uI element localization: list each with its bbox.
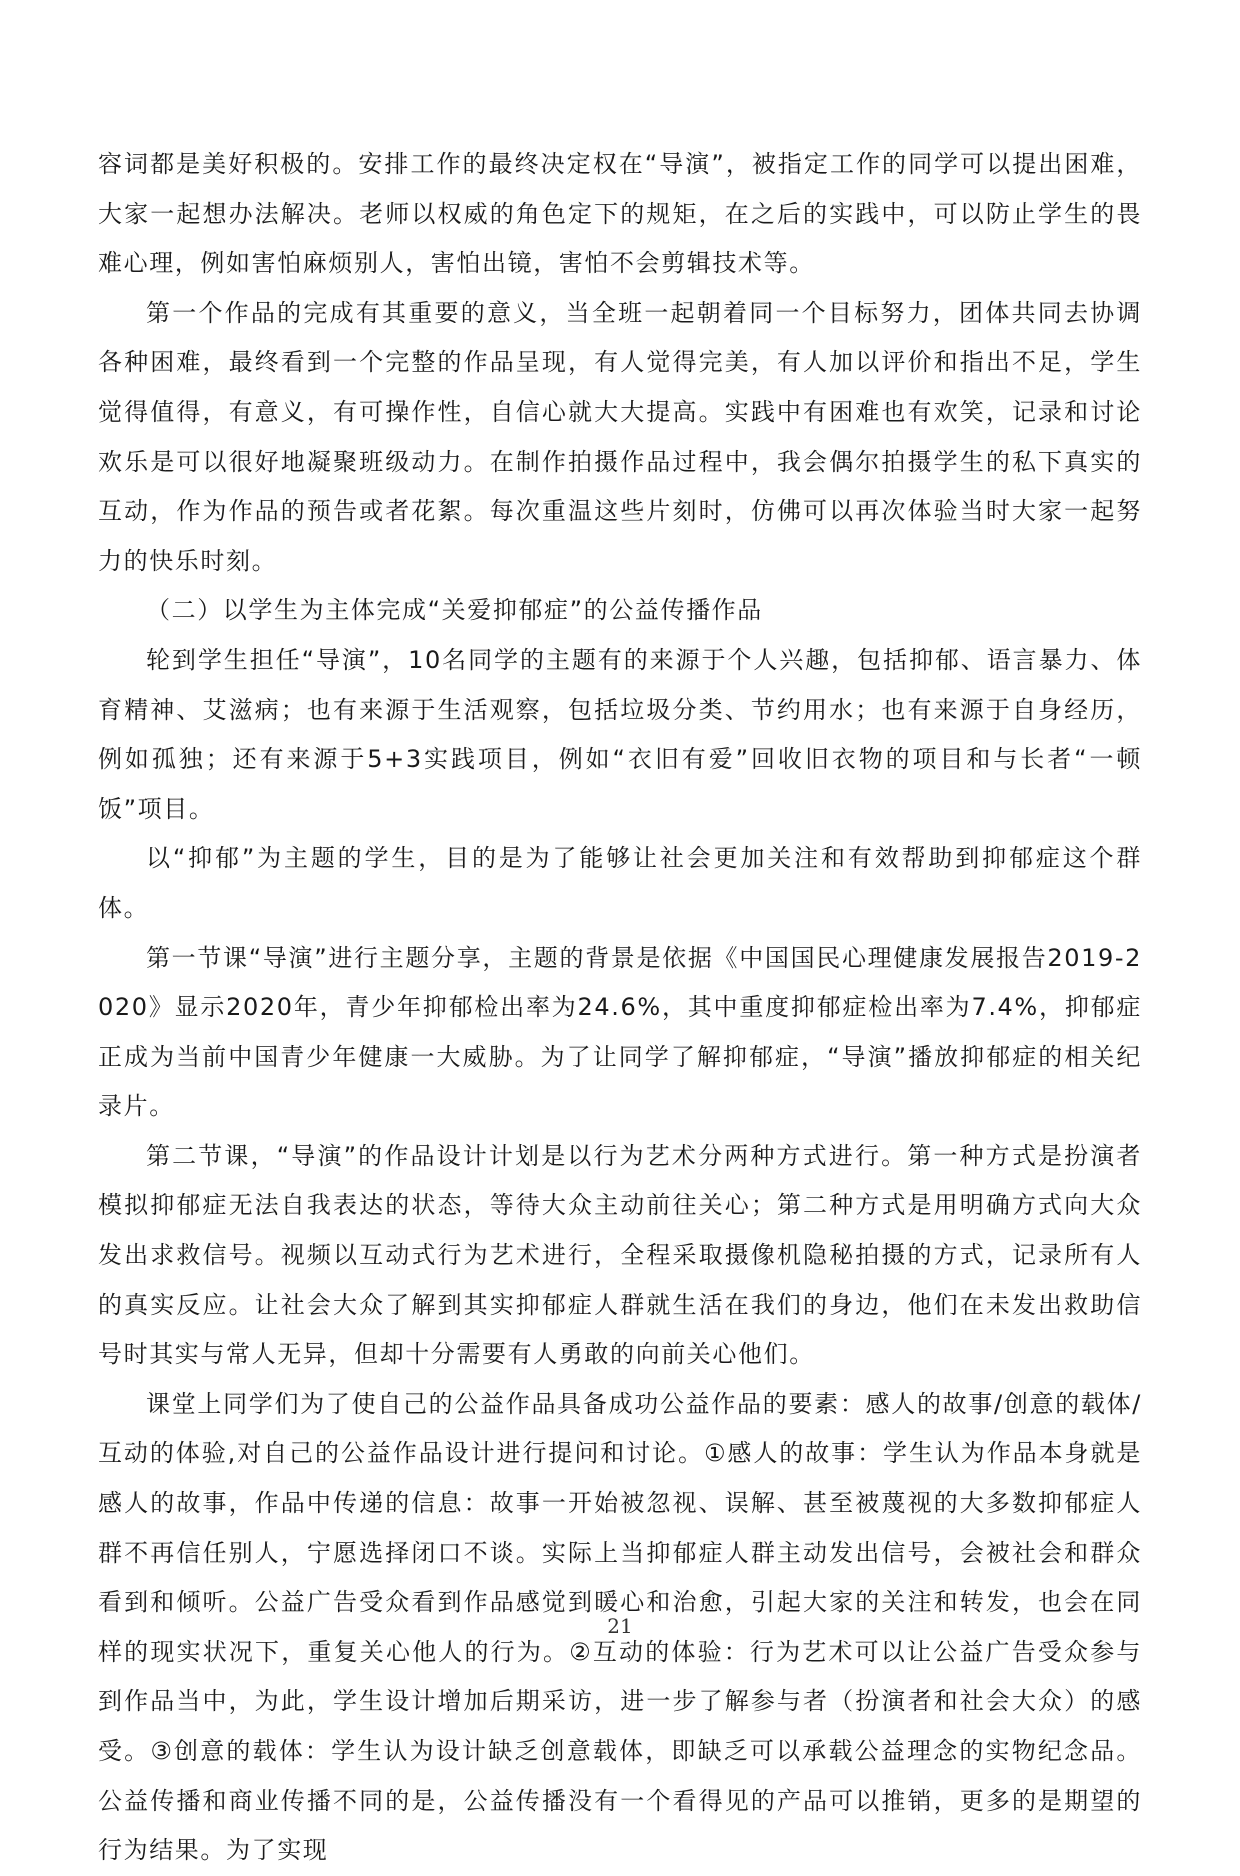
- paragraph-classroom-discussion: 课堂上同学们为了使自己的公益作品具备成功公益作品的要素：感人的故事/创意的载体/互动的体验,对自己的公益作品设计进行提问和讨论。①感人的故事：学生认为作品本身就是感人的故事，作品中传递的信息：故事一开始被忽视、误解、甚至被蔑视的大多数抑郁症人群不再信任别人，宁愿选择闭口不谈。实际上当抑郁症人群主动发出信号，会被社会和群众看到和倾听。公益广告受众看到作品感觉到暖心和治愈，引起大家的关注和转发，也会在同样的现实状况下，重复关心他人的行为。②互动的体验：行为艺术可以让公益广告受众参与到作品当中，为此，学生设计增加后期采访，进一步了解参与者（扮演者和社会大众）的感受。③创意的载体：学生认为设计缺乏创意载体，即缺乏可以承载公益理念的实物纪念品。公益传播和商业传播不同的是，公益传播没有一个看得见的产品可以推销，更多的是期望的行为结果。为了实现: [98, 1389, 1142, 1865]
- paragraph-continuation: 容词都是美好积极的。安排工作的最终决定权在“导演”，被指定工作的同学可以提出困难，大家一起想办法解决。老师以权威的角色定下的规矩，在之后的实践中，可以防止学生的畏难心理，例如害怕麻烦别人，害怕出镜，害怕不会剪辑技术等。: [98, 150, 1142, 278]
- paragraph-second-lesson: 第二节课，“导演”的作品设计计划是以行为艺术分两种方式进行。第一种方式是扮演者模拟抑郁症无法自我表达的状态，等待大众主动前往关心；第二种方式是用明确方式向大众发出求救信号。视频以互动式行为艺术进行，全程采取摄像机隐秘拍摄的方式，记录所有人的真实反应。让社会大众了解到其实抑郁症人群就生活在我们的身边，他们在未发出救助信号时其实与常人无异，但却十分需要有人勇敢的向前关心他们。: [98, 1141, 1142, 1369]
- paragraph-first-work-significance: 第一个作品的完成有其重要的意义，当全班一起朝着同一个目标努力，团体共同去协调各种困难，最终看到一个完整的作品呈现，有人觉得完美，有人加以评价和指出不足，学生觉得值得，有意义，有可操作性，自信心就大大提高。实践中有困难也有欢笑，记录和讨论欢乐是可以很好地凝聚班级动力。在制作拍摄作品过程中，我会偶尔拍摄学生的私下真实的互动，作为作品的预告或者花絮。每次重温这些片刻时，仿佛可以再次体验当时大家一起努力的快乐时刻。: [98, 298, 1142, 575]
- paragraph-student-directors: 轮到学生担任“导演”，10名同学的主题有的来源于个人兴趣，包括抑郁、语言暴力、体育精神、艾滋病；也有来源于生活观察，包括垃圾分类、节约用水；也有来源于自身经历，例如孤独；还有来源于5+3实践项目，例如“衣旧有爱”回收旧衣物的项目和与长者“一顿饭”项目。: [98, 645, 1142, 823]
- paragraph-depression-theme: 以“抑郁”为主题的学生，目的是为了能够让社会更加关注和有效帮助到抑郁症这个群体。: [98, 844, 1142, 922]
- page-number: 21: [607, 1614, 633, 1638]
- paragraph-first-lesson: 第一节课“导演”进行主题分享，主题的背景是依据《中国国民心理健康发展报告2019-2020》显示2020年，青少年抑郁检出率为24.6%，其中重度抑郁症检出率为7.4%，抑郁症正成为当前中国青少年健康一大威胁。为了让同学了解抑郁症，“导演”播放抑郁症的相关纪录片。: [98, 943, 1142, 1121]
- section-heading: （二）以学生为主体完成“关爱抑郁症”的公益传播作品: [146, 596, 763, 625]
